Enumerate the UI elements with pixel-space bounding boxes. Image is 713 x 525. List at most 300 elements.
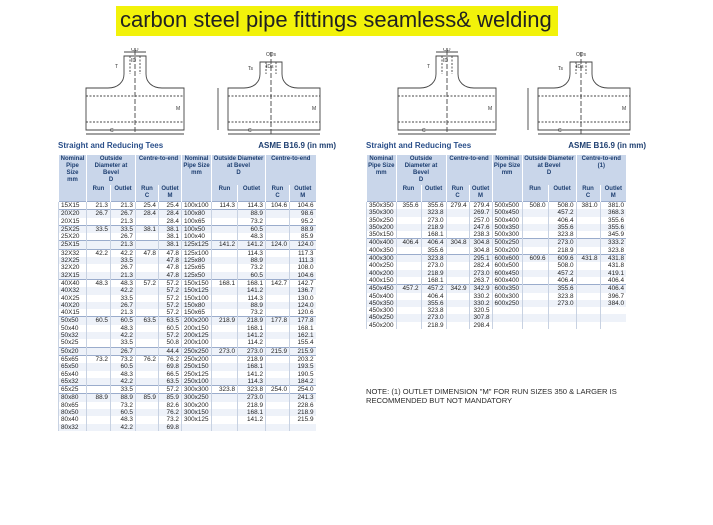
table-cell (266, 424, 290, 431)
table-cell (396, 270, 421, 277)
table-cell: 47.8 (136, 249, 159, 257)
table-cell: 42.2 (111, 287, 136, 294)
table-cell: 168.1 (421, 277, 446, 285)
table-cell: 508.0 (548, 202, 576, 210)
table-cell: 355.6 (548, 285, 576, 293)
table-cell: 228.6 (290, 402, 316, 409)
table-cell: 431.8 (600, 255, 626, 263)
table-cell: 60.5 (111, 317, 136, 325)
table-cell: 500x250 (492, 239, 522, 247)
table-cell: 203.2 (290, 355, 316, 363)
table-cell (522, 209, 548, 216)
table-cell: 47.8 (159, 257, 182, 264)
table-cell: 42.2 (111, 378, 136, 386)
table-cell: 350x300 (367, 209, 397, 216)
table-cell: 50x40 (59, 325, 87, 332)
table-cell: 95.2 (290, 218, 316, 226)
table-row (59, 287, 316, 294)
table-cell: 26.7 (87, 210, 111, 218)
table-cell (396, 307, 421, 314)
table-cell (212, 309, 238, 317)
table-cell (212, 210, 238, 218)
table-cell: 48.3 (111, 325, 136, 332)
table-cell: 57.2 (159, 287, 182, 294)
table-cell: 508.0 (548, 262, 576, 269)
table-cell (212, 264, 238, 271)
table-cell: 20X20 (59, 210, 87, 218)
table-cell: 200x100 (182, 339, 212, 347)
table-cell: 125x50 (182, 272, 212, 280)
table-row (367, 307, 627, 314)
table-cell: 76.2 (159, 409, 182, 416)
label-ods-4: ODs (576, 52, 586, 58)
table-cell: 73.2 (111, 402, 136, 409)
table-cell: 450x250 (367, 314, 397, 321)
table-cell: 273.0 (212, 347, 238, 355)
label-id: ID (131, 58, 136, 64)
standard-label-2: ASME B16.9 (in mm) (568, 141, 646, 150)
table-cell: 168.1 (212, 279, 238, 287)
table-cell (266, 332, 290, 339)
table-cell: 381.0 (576, 202, 600, 210)
table-cell: 65x40 (59, 371, 87, 378)
table-cell: 396.7 (600, 293, 626, 300)
col-outlet-2: Outlet (421, 185, 446, 202)
table-cell (576, 209, 600, 216)
table-cell: 307.8 (469, 314, 492, 321)
col-run: Run (87, 185, 111, 202)
table-cell: 100x100 (182, 202, 212, 210)
col-centre-2b: Centre-to-end (1) (576, 155, 626, 185)
col-outlet: Outlet (111, 185, 136, 202)
table-cell: 400x250 (367, 262, 397, 269)
table-cell: 381.0 (600, 202, 626, 210)
table-row (59, 279, 316, 287)
table-cell: 218.9 (548, 247, 576, 255)
table-cell: 33.5 (87, 225, 111, 233)
label-m: M (176, 106, 181, 112)
table-cell: 250x100 (182, 378, 212, 386)
table-row (59, 394, 316, 402)
table-cell (136, 347, 159, 355)
table-cell: 168.1 (238, 409, 266, 416)
table-cell (522, 300, 548, 307)
table-row (59, 325, 316, 332)
table-cell: 273.0 (421, 314, 446, 321)
table-cell (266, 233, 290, 241)
table-cell: 330.2 (469, 300, 492, 307)
table-cell: 400x400 (367, 239, 397, 247)
tee-diagram-right-front (392, 48, 502, 138)
table-cell: 57.2 (159, 295, 182, 302)
table-cell (446, 255, 469, 263)
table-cell: 73.2 (238, 218, 266, 226)
table-cell (266, 257, 290, 264)
table-row (59, 225, 316, 233)
table-cell (290, 424, 316, 431)
table-cell: 114.3 (238, 202, 266, 210)
table-row (59, 218, 316, 226)
table-cell (87, 416, 111, 423)
table-cell: 60.5 (87, 317, 111, 325)
table-row (59, 339, 316, 347)
table-cell (522, 270, 548, 277)
table-cell (266, 264, 290, 271)
table-cell (87, 241, 111, 249)
table-cell: 50.8 (159, 339, 182, 347)
table-cell: 47.8 (159, 264, 182, 271)
table-cell (396, 247, 421, 255)
table-cell (446, 270, 469, 277)
table-cell (87, 332, 111, 339)
table-cell (212, 233, 238, 241)
table-cell: 60.5 (238, 225, 266, 233)
table-cell: 215.9 (290, 347, 316, 355)
table-cell (446, 322, 469, 329)
table-cell (522, 314, 548, 321)
table-cell: 168.1 (238, 325, 266, 332)
table-cell (576, 247, 600, 255)
col-m-2: Outlet M (469, 185, 492, 202)
table-cell (87, 309, 111, 317)
col-centre: Centre-to-end (136, 155, 182, 185)
table-cell: 85.9 (136, 394, 159, 402)
table-cell: 323.8 (421, 307, 446, 314)
table-cell: 66.5 (159, 371, 182, 378)
table-cell (266, 371, 290, 378)
table-cell: 457.2 (421, 285, 446, 293)
table-cell: 50x32 (59, 332, 87, 339)
table-cell (446, 277, 469, 285)
table-cell: 25X25 (59, 225, 87, 233)
table-cell: 298.4 (469, 322, 492, 329)
table-cell (212, 272, 238, 280)
table-cell: 241.3 (290, 394, 316, 402)
table-cell: 295.1 (469, 255, 492, 263)
table-row (367, 300, 627, 307)
table-cell: 300x300 (182, 386, 212, 394)
table-row (59, 202, 316, 210)
table-cell (600, 307, 626, 314)
table-cell: 33.5 (111, 225, 136, 233)
table-cell: 304.8 (469, 239, 492, 247)
table-cell (212, 295, 238, 302)
label-m-4: M (622, 106, 627, 112)
table-cell: 406.4 (600, 285, 626, 293)
table-cell: 355.6 (396, 202, 421, 210)
col-c-b: Run C (266, 185, 290, 202)
table-cell: 63.5 (136, 317, 159, 325)
table-row (59, 386, 316, 394)
table-row (367, 270, 627, 277)
table-cell (396, 231, 421, 239)
table-cell: 57.2 (159, 279, 182, 287)
table-cell: 406.4 (421, 293, 446, 300)
table-cell: 40X20 (59, 302, 87, 309)
table-cell (87, 339, 111, 347)
table-cell: 215.9 (266, 347, 290, 355)
table-cell (136, 241, 159, 249)
table-cell: 42.2 (111, 332, 136, 339)
table-cell: 21.3 (87, 202, 111, 210)
table-cell (212, 424, 238, 431)
table-cell (396, 293, 421, 300)
table-cell: 168.1 (238, 279, 266, 287)
table-cell: 600x350 (492, 285, 522, 293)
table-cell (576, 293, 600, 300)
col-c-2b: Run C (576, 185, 600, 202)
table-cell (266, 272, 290, 280)
table-row (367, 239, 627, 247)
table-cell: 141.2 (212, 241, 238, 249)
table-cell: 32X15 (59, 272, 87, 280)
table-cell: 48.3 (111, 279, 136, 287)
table-cell: 342.9 (446, 285, 469, 293)
table-cell (266, 409, 290, 416)
table-cell: 273.0 (469, 270, 492, 277)
table-cell (212, 225, 238, 233)
table-cell: 26.7 (111, 347, 136, 355)
table-cell: 168.1 (238, 363, 266, 370)
table-cell: 218.9 (421, 270, 446, 277)
table-cell: 263.7 (469, 277, 492, 285)
col-outside-2b: Outside Diameter at Bevel D (522, 155, 576, 185)
table-cell: 500x400 (492, 217, 522, 224)
table-cell: 218.9 (290, 409, 316, 416)
table-cell: 350x350 (367, 202, 397, 210)
table-row (367, 231, 627, 239)
table-cell: 65x65 (59, 355, 87, 363)
table-cell: 279.4 (446, 202, 469, 210)
table-cell: 32X32 (59, 249, 87, 257)
table-cell: 142.7 (290, 279, 316, 287)
table-cell: 190.5 (290, 371, 316, 378)
table-cell (396, 209, 421, 216)
table-cell: 254.0 (290, 386, 316, 394)
table-cell (446, 224, 469, 231)
table-row (367, 255, 627, 263)
table-cell: 162.1 (290, 332, 316, 339)
table-cell: 125x100 (182, 249, 212, 257)
table-cell (576, 239, 600, 247)
table-cell (492, 314, 522, 321)
table-cell (396, 314, 421, 321)
table-cell: 114.3 (212, 202, 238, 210)
section-title: Straight and Reducing Tees (58, 141, 164, 150)
label-od-3: OD (443, 48, 451, 53)
table-cell (522, 285, 548, 293)
standard-label: ASME B16.9 (in mm) (258, 141, 336, 150)
table-cell (522, 277, 548, 285)
table-cell (136, 378, 159, 386)
col-m: Outlet M (159, 185, 182, 202)
table-cell: 47.8 (159, 272, 182, 280)
footnote: NOTE: (1) OUTLET DIMENSION "M" FOR RUN SIZES 350 & LARGER IS RECOMMENDED BUT NOT MANDATORY (366, 387, 617, 405)
table-cell: 76.2 (136, 355, 159, 363)
table-row (367, 285, 627, 293)
table-cell (266, 355, 290, 363)
table-cell (266, 295, 290, 302)
table-cell (136, 218, 159, 226)
table-cell: 40X15 (59, 309, 87, 317)
table-cell: 124.0 (290, 241, 316, 249)
table-row (59, 402, 316, 409)
table-cell: 42.2 (87, 249, 111, 257)
table-cell (522, 293, 548, 300)
table-cell (136, 264, 159, 271)
table-cell (212, 218, 238, 226)
col-outside: Outside Diameter at Bevel D (87, 155, 136, 185)
table-cell: 141.2 (238, 287, 266, 294)
table-cell (136, 272, 159, 280)
table-cell (87, 302, 111, 309)
col-c: Run C (136, 185, 159, 202)
table-cell (87, 347, 111, 355)
table-row (59, 241, 316, 249)
table-cell (396, 322, 421, 329)
table-cell (266, 378, 290, 386)
label-ts-4: Ts (558, 66, 563, 72)
table-cell: 400x350 (367, 247, 397, 255)
table-cell: 500x200 (492, 247, 522, 255)
table-cell (136, 302, 159, 309)
table-cell: 60.5 (111, 363, 136, 370)
table-cell: 273.0 (548, 300, 576, 307)
table-cell: 82.6 (159, 402, 182, 409)
table-cell: 355.6 (600, 224, 626, 231)
table-cell (600, 314, 626, 321)
table-cell (492, 307, 522, 314)
table-cell (266, 416, 290, 423)
table-cell: 124.0 (266, 241, 290, 249)
label-c-4: C (558, 128, 562, 134)
table-cell (396, 300, 421, 307)
table-cell: 40X40 (59, 279, 87, 287)
table-cell: 57.2 (136, 279, 159, 287)
table-cell: 600x500 (492, 262, 522, 269)
table-cell: 320.5 (469, 307, 492, 314)
table-cell: 57.2 (159, 332, 182, 339)
table-cell (136, 257, 159, 264)
table-cell (212, 287, 238, 294)
table-row (367, 202, 627, 210)
table-cell (212, 378, 238, 386)
table-cell (182, 424, 212, 431)
table-cell: 279.4 (469, 202, 492, 210)
table-cell: 25X20 (59, 233, 87, 241)
page-title: carbon steel pipe fittings seamless& welding (116, 6, 558, 36)
table-cell: 500x350 (492, 224, 522, 231)
table-cell: 38.1 (159, 225, 182, 233)
table-cell: 60.5 (238, 272, 266, 280)
table-row (59, 416, 316, 423)
table-cell: 600x450 (492, 270, 522, 277)
table-cell: 355.6 (421, 202, 446, 210)
table-cell: 69.8 (159, 363, 182, 370)
table-cell (446, 217, 469, 224)
table-cell: 218.9 (238, 355, 266, 363)
col-nominal-2: Nominal Pipe Size mm (367, 155, 397, 202)
col-outlet-b: Outlet (238, 185, 266, 202)
table-cell: 44.4 (159, 347, 182, 355)
table-cell: 76.2 (159, 355, 182, 363)
table-cell (212, 249, 238, 257)
table-cell (87, 257, 111, 264)
label-ids: IDs (266, 64, 274, 70)
table-cell: 600x600 (492, 255, 522, 263)
table-cell: 323.8 (548, 231, 576, 239)
col-nominal: Nominal Pipe Size mm (59, 155, 87, 202)
col-outside-b: Outside Diameter at Bevel D (212, 155, 266, 185)
table-cell: 117.3 (290, 249, 316, 257)
table-cell (266, 225, 290, 233)
table-row (367, 217, 627, 224)
table-cell (266, 249, 290, 257)
table-cell (136, 309, 159, 317)
table-cell: 21.3 (111, 202, 136, 210)
table-cell: 450x350 (367, 300, 397, 307)
table-cell: 80x80 (59, 394, 87, 402)
table-cell (136, 402, 159, 409)
table-cell: 63.5 (159, 317, 182, 325)
table-cell (396, 262, 421, 269)
table-cell: 300x125 (182, 416, 212, 423)
col-outlet-2b: Outlet (548, 185, 576, 202)
table-cell (212, 371, 238, 378)
table-cell: 355.6 (421, 247, 446, 255)
table-cell: 38.1 (159, 241, 182, 249)
table-cell (212, 325, 238, 332)
label-t: T (115, 64, 119, 70)
table-cell: 400x150 (367, 277, 397, 285)
table-cell (522, 262, 548, 269)
table-cell (136, 339, 159, 347)
table-cell: 136.7 (290, 287, 316, 294)
table-row (59, 309, 316, 317)
table-cell: 98.6 (290, 210, 316, 218)
table-cell: 406.4 (421, 239, 446, 247)
table-cell (576, 300, 600, 307)
table-row (59, 295, 316, 302)
table-cell (576, 262, 600, 269)
table-cell: 450x200 (367, 322, 397, 329)
table-cell: 38.1 (136, 225, 159, 233)
table-row (59, 264, 316, 271)
label-ids-4: IDs (576, 64, 584, 70)
table-cell: 406.4 (548, 277, 576, 285)
col-run-2: Run (396, 185, 421, 202)
table-cell: 450x300 (367, 307, 397, 314)
table-cell: 273.0 (421, 262, 446, 269)
table-cell: 500x450 (492, 209, 522, 216)
table-cell: 333.2 (600, 239, 626, 247)
table-cell (87, 218, 111, 226)
table-cell: 141.2 (238, 416, 266, 423)
table-cell: 88.9 (238, 257, 266, 264)
table-cell: 33.5 (111, 339, 136, 347)
table-cell (266, 325, 290, 332)
tee-diagram-left-side (208, 48, 328, 138)
table-cell: 88.9 (238, 302, 266, 309)
table-cell (87, 371, 111, 378)
table-row (59, 363, 316, 370)
table-cell (446, 307, 469, 314)
table-cell: 50x50 (59, 317, 87, 325)
table-cell: 21.3 (111, 218, 136, 226)
table-cell (266, 302, 290, 309)
table-cell (522, 247, 548, 255)
table-cell: 218.9 (238, 317, 266, 325)
